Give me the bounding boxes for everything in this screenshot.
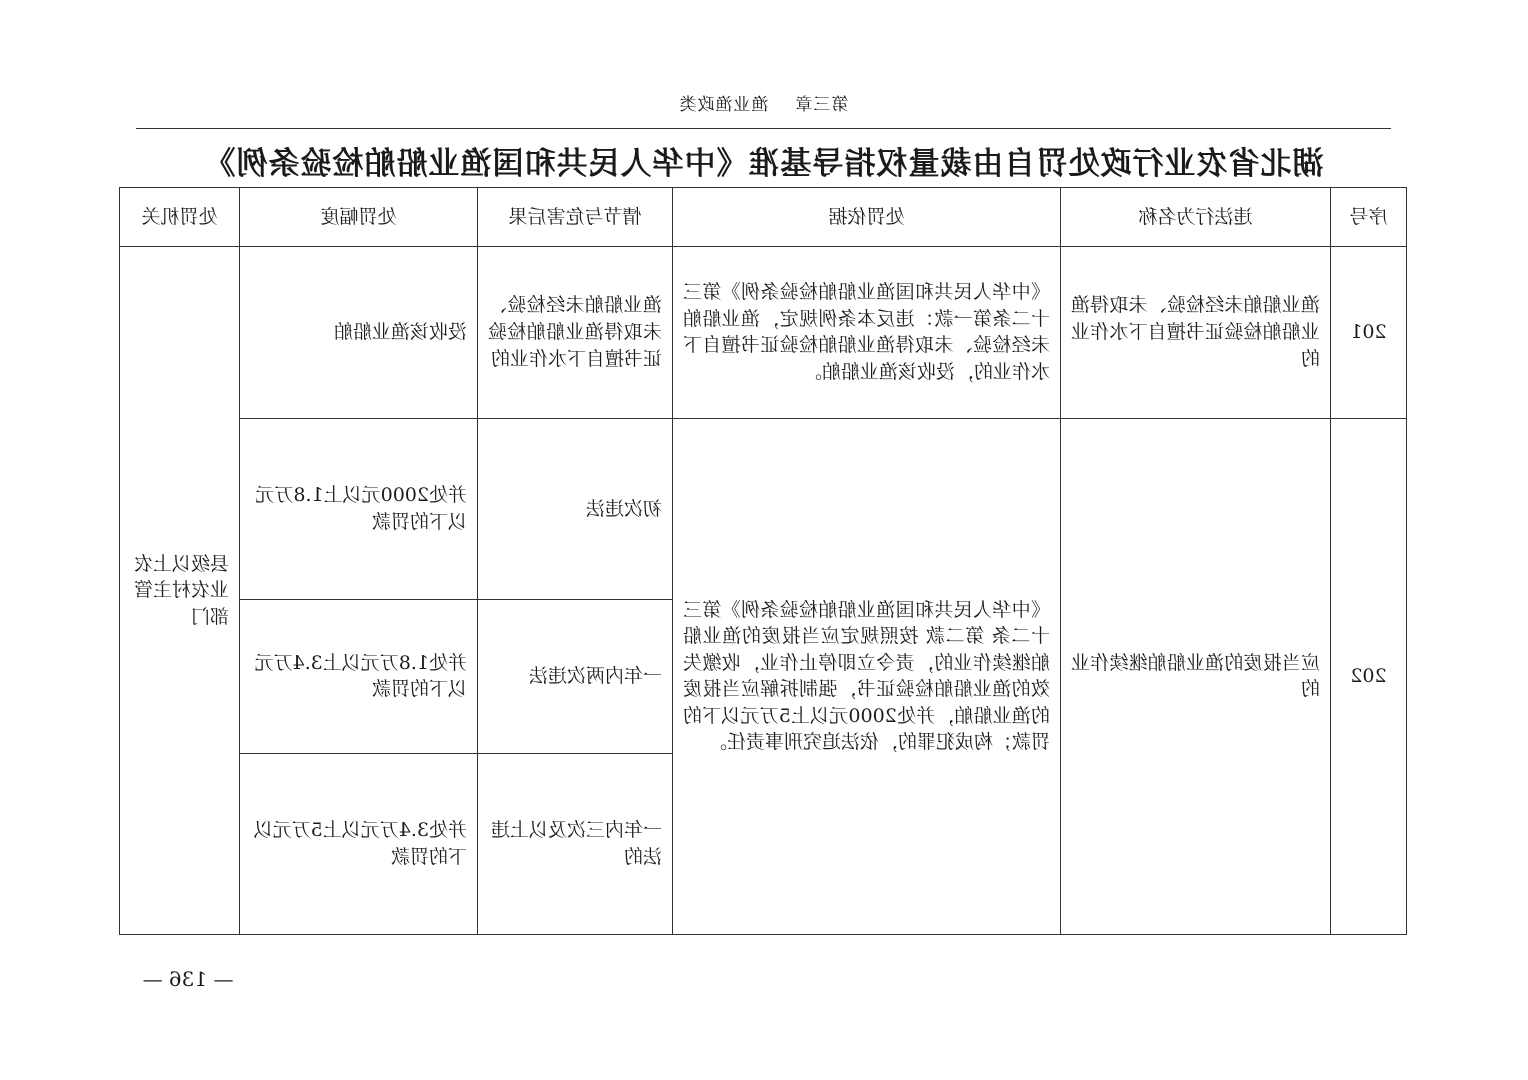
penalty-range: 并处2000元以上1.8万元以下的罚款 bbox=[240, 418, 478, 599]
penalty-authority: 县级以上农业农村主管部门 bbox=[120, 247, 240, 935]
penalty-range: 并处3.4万元以上5万元以下的罚款 bbox=[240, 753, 478, 935]
circumstance: 一年内两次违法 bbox=[478, 600, 673, 753]
legal-basis: 《中华人民共和国渔业船舶检验条例》第三十二条第一款：违反本条例规定，渔业船舶未经检验、未取得渔业船舶检验证书擅自下水作业的，没收该渔业船舶。 bbox=[673, 247, 1061, 418]
page-number: — 136 — bbox=[142, 967, 234, 991]
table-header-row bbox=[120, 188, 1407, 247]
penalty-range: 没收该渔业船舶 bbox=[240, 247, 478, 418]
violation-name: 渔业船舶未经检验、未取得渔业船舶检验证书擅自下水作业的 bbox=[1061, 247, 1331, 418]
table-row bbox=[120, 247, 1407, 418]
running-header bbox=[136, 90, 1391, 115]
legal-basis: 《中华人民共和国渔业船舶检验条例》第三十二条 第二款 按照规定应当报废的渔业船舶继续作业的，责令立即停止作业，收缴失效的渔业船舶检验证书，强制拆解应当报废的渔业船舶，并处2000元以上5万元以下的罚款；构成犯罪的，依法追究刑事责任。 bbox=[673, 418, 1061, 934]
header-legal-basis: 处罚依据 bbox=[673, 188, 1061, 247]
header-no: 序号 bbox=[1331, 188, 1407, 247]
penalty-range: 并处1.8万元以上3.4万元以下的罚款 bbox=[240, 600, 478, 753]
row-number: 201 bbox=[1331, 247, 1407, 418]
document-title: 湖北省农业行政处罚自由裁量权指导基准《中华人民共和国渔业船舶检验条例》 bbox=[203, 146, 1324, 182]
table-row bbox=[120, 418, 1407, 599]
section-label: 渔业渔政类 bbox=[678, 95, 769, 115]
header-authority: 处罚机关 bbox=[120, 188, 240, 247]
header-violation-name: 违法行为名称 bbox=[1061, 188, 1331, 247]
violation-name: 应当报废的渔业船舶继续作业的 bbox=[1061, 418, 1331, 934]
circumstance: 渔业船舶未经检验、未取得渔业船舶检验证书擅自下水作业的 bbox=[478, 247, 673, 418]
header-rule bbox=[136, 128, 1391, 129]
circumstance: 一年内三次及以上违法的 bbox=[478, 753, 673, 935]
header-circumstance: 情节与危害后果 bbox=[478, 188, 673, 247]
circumstance: 初次违法 bbox=[478, 418, 673, 599]
chapter-label: 第三章 bbox=[794, 95, 849, 115]
row-number: 202 bbox=[1331, 418, 1407, 934]
penalty-table bbox=[119, 187, 1407, 935]
header-penalty: 处罚幅度 bbox=[240, 188, 478, 247]
